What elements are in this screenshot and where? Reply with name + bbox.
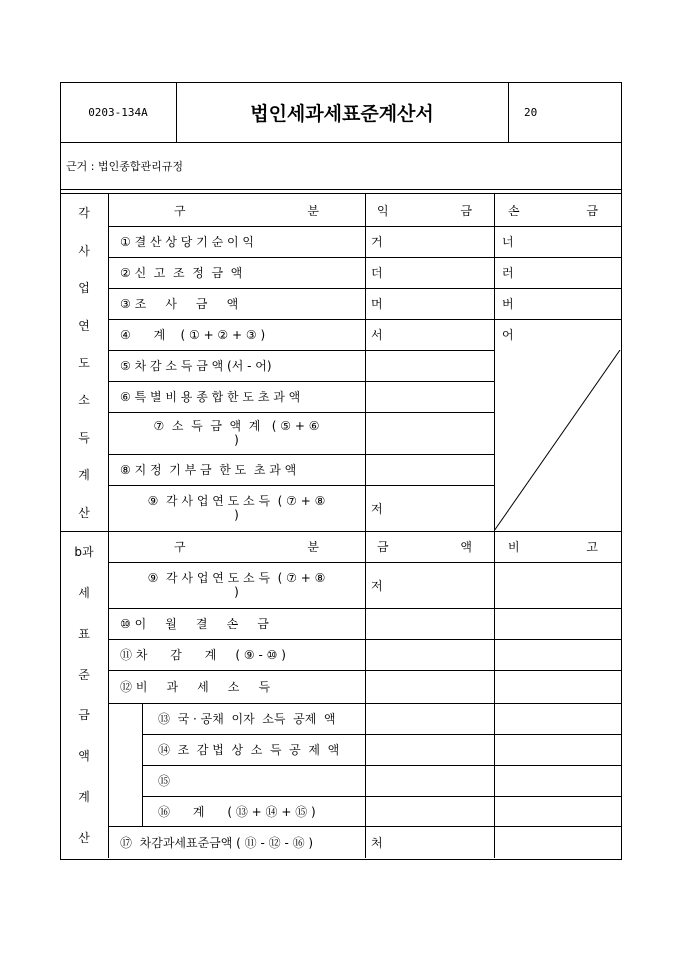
s2-row-label: ⑨ 각 사 업 연 도 소 득 ( ⑦ + ⑧ ) [147,571,326,599]
s2-row-label: ⑭ 조 감 법 상 소 득 공 제 액 [158,743,340,757]
s1-row-profit[interactable] [365,350,494,381]
s1-col-profit: 익 금 [377,203,472,218]
s2-row-amount[interactable] [365,734,494,765]
s2-row-amount[interactable] [365,703,494,734]
s1-row-label: ③ 조 사 금 액 [120,297,239,311]
form-title: 법인세과세표준계산서 [250,102,434,125]
s1-row-profit[interactable]: 저 [371,501,383,516]
s1-row-loss[interactable]: 너 [502,235,514,249]
s2-row-label: ⑯ 계 ( ⑬ + ⑭ + ⑮ ) [158,804,316,819]
s1-row-profit[interactable] [365,381,494,412]
s1-row-loss[interactable]: 버 [502,297,514,311]
s2-row-label: ⑮ [158,774,171,788]
s2-row-amount[interactable] [365,765,494,796]
s2-row-label: ⑬ 국 · 공채 이자 소득 공제 액 [158,712,336,726]
s2-col-note: 비 고 [508,540,598,554]
s1-col-gubun: 구 분 [174,203,319,218]
s1-side-label: 각 사 업 연 도 소 득 계 산 [78,206,90,520]
s1-row-label: ④ 계 ( ① + ② + ③ ) [120,328,266,342]
s2-col-amount: 금 액 [377,540,472,554]
s1-row-profit[interactable]: 서 [371,328,383,342]
s1-row-label: ⑥ 특 별 비 용 종 합 한 도 초 과 액 [120,390,301,404]
s2-note-column[interactable] [494,562,620,858]
s1-col-loss: 손 금 [508,203,598,218]
s2-row-amount[interactable] [365,796,494,826]
s1-row-label: ⑦ 소 득 금 액 계 ( ⑤ + ⑥ ) [153,419,320,447]
s2-row-amount[interactable]: 저 [371,578,383,593]
s1-row-profit[interactable] [365,454,494,485]
s1-row-profit[interactable]: 더 [371,266,383,280]
s2-row-amount[interactable]: 처 [371,835,383,850]
s1-row-label: ② 신 고 조 정 금 액 [120,266,243,280]
s1-row-label: ⑤ 차 감 소 득 금 액 (서 - 어) [120,359,272,373]
diagonal-strike [494,350,621,532]
s2-row-amount[interactable] [365,608,494,639]
s2-col-gubun: 구 분 [174,540,319,554]
s1-row-profit[interactable] [365,412,494,454]
s2-row-label: ⑩ 이 월 결 손 금 [120,617,269,631]
form-code: 0203-134A [88,105,148,119]
double-line-top [60,189,622,190]
s1-row-loss[interactable]: 어 [502,328,514,342]
regulation-basis: 근거 : 법인종합관리규정 [66,160,183,173]
s1-row-label: ⑨ 각 사 업 연 도 소 득 ( ⑦ + ⑧ ) [147,494,326,522]
s1-row-label: ⑧ 지 정 기 부 금 한 도 초 과 액 [120,463,297,477]
s2-row-amount[interactable] [365,670,494,703]
s2-side-label: b과 세 표 준 금 액 계 산 [74,544,94,846]
s2-row-label: ⑰ 차감과세표준금액 ( ⑪ - ⑫ - ⑯ ) [120,835,314,850]
tax-base-calculation-form [60,82,622,860]
s2-row-label: ⑫ 비 과 세 소 득 [120,680,271,694]
s1-row-profit[interactable]: 거 [371,235,383,249]
year-field[interactable]: 20 [524,105,538,119]
s1-row-profit[interactable]: 머 [371,297,383,311]
s2-row-amount[interactable] [365,639,494,670]
s2-row-label: ⑪ 차 감 계 ( ⑨ - ⑩ ) [120,648,286,662]
s1-row-loss[interactable]: 러 [502,266,514,280]
s1-row-label: ① 결 산 상 당 기 순 이 익 [120,235,255,249]
